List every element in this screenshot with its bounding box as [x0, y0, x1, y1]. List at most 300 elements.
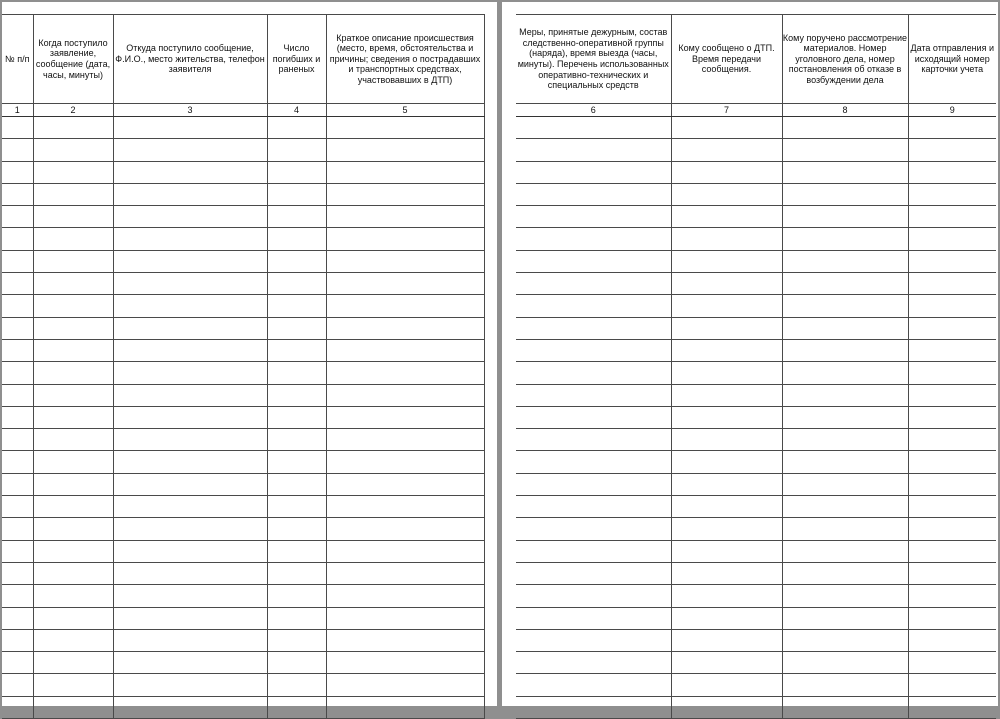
table-cell[interactable] [2, 250, 33, 272]
table-cell[interactable] [326, 206, 484, 228]
header-row [2, 15, 484, 104]
table-row [2, 273, 484, 295]
table-cell[interactable] [908, 206, 996, 228]
table-cell[interactable] [2, 451, 33, 473]
table-cell[interactable] [782, 228, 908, 250]
table-cell[interactable] [671, 696, 782, 718]
table-cell[interactable] [671, 629, 782, 651]
table-cell[interactable] [908, 250, 996, 272]
table-cell[interactable] [2, 652, 33, 674]
table-cell[interactable] [113, 161, 267, 183]
table-row [2, 228, 484, 250]
right-journal-table [516, 14, 996, 719]
table-row [2, 562, 484, 584]
table-cell[interactable] [516, 295, 671, 317]
table-row [516, 629, 996, 651]
table-cell[interactable] [113, 406, 267, 428]
table-cell[interactable] [33, 117, 113, 139]
table-cell[interactable] [113, 429, 267, 451]
table-cell[interactable] [326, 250, 484, 272]
table-cell[interactable] [671, 585, 782, 607]
table-cell[interactable] [2, 496, 33, 518]
table-cell[interactable] [267, 607, 326, 629]
table-cell[interactable] [267, 206, 326, 228]
table-row [516, 607, 996, 629]
table-cell[interactable] [908, 228, 996, 250]
table-cell[interactable] [782, 451, 908, 473]
table-cell[interactable] [908, 317, 996, 339]
table-cell[interactable] [2, 183, 33, 205]
table-cell[interactable] [267, 183, 326, 205]
table-cell[interactable] [671, 429, 782, 451]
table-cell[interactable] [671, 406, 782, 428]
table-cell[interactable] [326, 384, 484, 406]
table-cell[interactable] [326, 674, 484, 696]
table-cell[interactable] [267, 540, 326, 562]
table-cell[interactable] [33, 473, 113, 495]
table-row [516, 406, 996, 428]
table-row [2, 250, 484, 272]
table-cell[interactable] [908, 518, 996, 540]
table-cell[interactable] [671, 562, 782, 584]
table-cell[interactable] [267, 384, 326, 406]
table-cell[interactable] [516, 496, 671, 518]
table-cell[interactable] [671, 139, 782, 161]
column-number: 7 [671, 104, 782, 117]
table-cell[interactable] [267, 429, 326, 451]
table-cell[interactable] [33, 674, 113, 696]
right-page [502, 2, 998, 706]
table-row [516, 562, 996, 584]
table-cell[interactable] [267, 629, 326, 651]
table-cell[interactable] [33, 429, 113, 451]
table-cell[interactable] [2, 161, 33, 183]
table-cell[interactable] [782, 652, 908, 674]
table-row [516, 183, 996, 205]
table-cell[interactable] [267, 317, 326, 339]
column-header: Меры, принятые дежурным, состав следственно-оперативной группы (наряда), время выезда (часы, минуты). Перечень использованных оперативно-технических и специальных средств [516, 15, 671, 104]
table-cell[interactable] [267, 585, 326, 607]
table-cell[interactable] [516, 562, 671, 584]
table-cell[interactable] [516, 429, 671, 451]
table-cell[interactable] [33, 317, 113, 339]
column-number: 5 [326, 104, 484, 117]
table-row [516, 451, 996, 473]
table-cell[interactable] [326, 362, 484, 384]
table-cell[interactable] [516, 585, 671, 607]
left-journal-table [2, 14, 485, 719]
table-cell[interactable] [908, 562, 996, 584]
column-header: Число погибших и раненых [267, 15, 326, 104]
table-cell[interactable] [2, 607, 33, 629]
table-cell[interactable] [516, 228, 671, 250]
table-cell[interactable] [782, 250, 908, 272]
table-cell[interactable] [33, 295, 113, 317]
table-cell[interactable] [908, 384, 996, 406]
table-cell[interactable] [671, 496, 782, 518]
column-header: Кому поручено рассмотрение материалов. Номер уголовного дела, номер постановления об отказе в возбуждении дела [782, 15, 908, 104]
table-row [516, 496, 996, 518]
table-cell[interactable] [516, 518, 671, 540]
table-cell[interactable] [2, 384, 33, 406]
table-row [2, 362, 484, 384]
column-number: 6 [516, 104, 671, 117]
table-cell[interactable] [671, 339, 782, 361]
table-cell[interactable] [908, 406, 996, 428]
table-cell[interactable] [908, 273, 996, 295]
table-cell[interactable] [33, 451, 113, 473]
table-cell[interactable] [516, 139, 671, 161]
table-cell[interactable] [782, 117, 908, 139]
table-row [2, 139, 484, 161]
table-cell[interactable] [326, 451, 484, 473]
table-cell[interactable] [516, 117, 671, 139]
table-row [2, 629, 484, 651]
table-cell[interactable] [267, 161, 326, 183]
table-cell[interactable] [516, 384, 671, 406]
table-cell[interactable] [33, 183, 113, 205]
table-row [516, 540, 996, 562]
table-cell[interactable] [516, 696, 671, 718]
table-cell[interactable] [113, 496, 267, 518]
table-cell[interactable] [113, 250, 267, 272]
table-cell[interactable] [671, 540, 782, 562]
table-cell[interactable] [33, 228, 113, 250]
table-cell[interactable] [516, 250, 671, 272]
table-row [516, 339, 996, 361]
table-cell[interactable] [2, 295, 33, 317]
table-cell[interactable] [671, 273, 782, 295]
table-row [516, 295, 996, 317]
table-cell[interactable] [516, 161, 671, 183]
table-cell[interactable] [516, 652, 671, 674]
table-cell[interactable] [516, 473, 671, 495]
table-cell[interactable] [908, 585, 996, 607]
table-cell[interactable] [782, 629, 908, 651]
table-cell[interactable] [782, 206, 908, 228]
table-cell[interactable] [782, 362, 908, 384]
table-cell[interactable] [113, 607, 267, 629]
table-cell[interactable] [113, 540, 267, 562]
table-cell[interactable] [267, 362, 326, 384]
table-cell[interactable] [516, 206, 671, 228]
table-cell[interactable] [326, 473, 484, 495]
table-cell[interactable] [908, 451, 996, 473]
table-cell[interactable] [2, 406, 33, 428]
table-cell[interactable] [326, 607, 484, 629]
table-cell[interactable] [267, 250, 326, 272]
table-cell[interactable] [326, 540, 484, 562]
table-cell[interactable] [516, 540, 671, 562]
table-cell[interactable] [782, 562, 908, 584]
table-cell[interactable] [516, 674, 671, 696]
table-cell[interactable] [782, 473, 908, 495]
table-cell[interactable] [33, 629, 113, 651]
table-cell[interactable] [267, 518, 326, 540]
table-cell[interactable] [267, 652, 326, 674]
table-cell[interactable] [326, 585, 484, 607]
table-cell[interactable] [516, 362, 671, 384]
table-cell[interactable] [113, 139, 267, 161]
table-cell[interactable] [671, 518, 782, 540]
table-cell[interactable] [113, 384, 267, 406]
table-cell[interactable] [671, 317, 782, 339]
table-cell[interactable] [2, 696, 33, 718]
table-cell[interactable] [326, 629, 484, 651]
table-cell[interactable] [33, 273, 113, 295]
table-cell[interactable] [908, 629, 996, 651]
table-cell[interactable] [33, 139, 113, 161]
table-cell[interactable] [2, 117, 33, 139]
table-cell[interactable] [782, 518, 908, 540]
table-cell[interactable] [782, 607, 908, 629]
table-cell[interactable] [2, 562, 33, 584]
table-row [516, 652, 996, 674]
table-cell[interactable] [326, 518, 484, 540]
table-cell[interactable] [113, 228, 267, 250]
table-cell[interactable] [33, 607, 113, 629]
table-cell[interactable] [2, 540, 33, 562]
table-cell[interactable] [33, 496, 113, 518]
table-cell[interactable] [326, 339, 484, 361]
table-row [516, 228, 996, 250]
table-row [516, 384, 996, 406]
column-number: 1 [2, 104, 33, 117]
table-row [2, 317, 484, 339]
table-cell[interactable] [782, 429, 908, 451]
table-row [2, 540, 484, 562]
table-cell[interactable] [2, 674, 33, 696]
right-table-body [516, 117, 996, 719]
table-cell[interactable] [671, 652, 782, 674]
table-cell[interactable] [33, 585, 113, 607]
table-cell[interactable] [516, 273, 671, 295]
table-cell[interactable] [267, 562, 326, 584]
table-cell[interactable] [516, 183, 671, 205]
table-cell[interactable] [326, 652, 484, 674]
table-cell[interactable] [782, 317, 908, 339]
table-cell[interactable] [113, 451, 267, 473]
table-cell[interactable] [908, 496, 996, 518]
table-cell[interactable] [326, 429, 484, 451]
table-cell[interactable] [671, 362, 782, 384]
table-cell[interactable] [908, 183, 996, 205]
table-row [2, 674, 484, 696]
table-row [516, 518, 996, 540]
table-cell[interactable] [326, 295, 484, 317]
table-cell[interactable] [33, 384, 113, 406]
table-cell[interactable] [2, 206, 33, 228]
table-cell[interactable] [326, 117, 484, 139]
table-cell[interactable] [113, 339, 267, 361]
table-cell[interactable] [2, 585, 33, 607]
table-cell[interactable] [516, 629, 671, 651]
table-cell[interactable] [2, 228, 33, 250]
table-cell[interactable] [2, 339, 33, 361]
table-cell[interactable] [908, 429, 996, 451]
table-cell[interactable] [782, 161, 908, 183]
table-cell[interactable] [267, 451, 326, 473]
table-cell[interactable] [908, 339, 996, 361]
table-cell[interactable] [2, 273, 33, 295]
table-cell[interactable] [326, 183, 484, 205]
table-cell[interactable] [671, 117, 782, 139]
table-cell[interactable] [326, 139, 484, 161]
table-cell[interactable] [33, 339, 113, 361]
header-row [516, 15, 996, 104]
table-cell[interactable] [33, 518, 113, 540]
table-cell[interactable] [516, 406, 671, 428]
column-number: 3 [113, 104, 267, 117]
table-cell[interactable] [267, 273, 326, 295]
table-cell[interactable] [516, 451, 671, 473]
table-cell[interactable] [33, 562, 113, 584]
table-cell[interactable] [33, 206, 113, 228]
table-cell[interactable] [326, 406, 484, 428]
table-cell[interactable] [113, 562, 267, 584]
table-cell[interactable] [2, 362, 33, 384]
column-header: Когда поступило заявление, сообщение (дата, часы, минуты) [33, 15, 113, 104]
table-row [2, 339, 484, 361]
table-cell[interactable] [782, 295, 908, 317]
column-number: 9 [908, 104, 996, 117]
table-row [2, 496, 484, 518]
table-cell[interactable] [2, 473, 33, 495]
table-cell[interactable] [326, 273, 484, 295]
table-cell[interactable] [671, 250, 782, 272]
table-cell[interactable] [113, 652, 267, 674]
table-cell[interactable] [782, 183, 908, 205]
table-cell[interactable] [908, 607, 996, 629]
table-cell[interactable] [516, 339, 671, 361]
table-cell[interactable] [113, 362, 267, 384]
table-cell[interactable] [671, 384, 782, 406]
table-cell[interactable] [113, 674, 267, 696]
table-cell[interactable] [908, 473, 996, 495]
table-cell[interactable] [33, 696, 113, 718]
table-row [516, 317, 996, 339]
table-cell[interactable] [267, 473, 326, 495]
table-cell[interactable] [326, 696, 484, 718]
table-cell[interactable] [2, 629, 33, 651]
column-number: 8 [782, 104, 908, 117]
table-row [516, 585, 996, 607]
table-cell[interactable] [267, 295, 326, 317]
table-cell[interactable] [113, 295, 267, 317]
table-cell[interactable] [267, 674, 326, 696]
table-cell[interactable] [782, 496, 908, 518]
table-cell[interactable] [671, 473, 782, 495]
table-cell[interactable] [113, 206, 267, 228]
table-cell[interactable] [2, 518, 33, 540]
table-cell[interactable] [908, 139, 996, 161]
table-cell[interactable] [267, 496, 326, 518]
table-cell[interactable] [267, 406, 326, 428]
table-row [516, 161, 996, 183]
table-cell[interactable] [113, 273, 267, 295]
table-row [2, 585, 484, 607]
table-cell[interactable] [267, 139, 326, 161]
table-cell[interactable] [671, 451, 782, 473]
table-cell[interactable] [671, 607, 782, 629]
table-cell[interactable] [782, 406, 908, 428]
table-cell[interactable] [908, 674, 996, 696]
table-cell[interactable] [908, 362, 996, 384]
table-cell[interactable] [2, 139, 33, 161]
table-row [2, 696, 484, 718]
left-table-body [2, 117, 484, 719]
table-cell[interactable] [782, 139, 908, 161]
table-cell[interactable] [2, 429, 33, 451]
table-cell[interactable] [33, 250, 113, 272]
table-cell[interactable] [671, 228, 782, 250]
table-cell[interactable] [326, 317, 484, 339]
table-cell[interactable] [782, 384, 908, 406]
table-cell[interactable] [326, 496, 484, 518]
table-cell[interactable] [516, 317, 671, 339]
table-cell[interactable] [326, 161, 484, 183]
table-row [2, 161, 484, 183]
table-cell[interactable] [113, 117, 267, 139]
table-cell[interactable] [782, 585, 908, 607]
table-cell[interactable] [782, 540, 908, 562]
left-page [2, 2, 497, 706]
table-cell[interactable] [113, 317, 267, 339]
table-cell[interactable] [671, 295, 782, 317]
table-cell[interactable] [267, 117, 326, 139]
table-cell[interactable] [782, 339, 908, 361]
table-cell[interactable] [113, 183, 267, 205]
table-cell[interactable] [33, 161, 113, 183]
table-cell[interactable] [326, 562, 484, 584]
table-cell[interactable] [267, 696, 326, 718]
table-cell[interactable] [2, 317, 33, 339]
table-row [2, 406, 484, 428]
table-cell[interactable] [113, 585, 267, 607]
table-cell[interactable] [908, 117, 996, 139]
table-cell[interactable] [782, 696, 908, 718]
table-row [2, 473, 484, 495]
table-cell[interactable] [516, 607, 671, 629]
table-cell[interactable] [671, 183, 782, 205]
table-cell[interactable] [908, 696, 996, 718]
column-header: Дата отправления и исходящий номер карточки учета [908, 15, 996, 104]
table-cell[interactable] [782, 273, 908, 295]
table-cell[interactable] [671, 161, 782, 183]
table-cell[interactable] [33, 406, 113, 428]
table-cell[interactable] [33, 362, 113, 384]
column-number: 2 [33, 104, 113, 117]
table-cell[interactable] [326, 228, 484, 250]
table-cell[interactable] [671, 674, 782, 696]
table-cell[interactable] [908, 161, 996, 183]
table-cell[interactable] [113, 629, 267, 651]
table-cell[interactable] [671, 206, 782, 228]
table-row [2, 206, 484, 228]
table-cell[interactable] [113, 696, 267, 718]
table-cell[interactable] [113, 473, 267, 495]
table-cell[interactable] [113, 518, 267, 540]
table-cell[interactable] [33, 540, 113, 562]
table-cell[interactable] [908, 540, 996, 562]
table-cell[interactable] [782, 674, 908, 696]
table-cell[interactable] [267, 339, 326, 361]
table-cell[interactable] [908, 652, 996, 674]
table-cell[interactable] [33, 652, 113, 674]
table-row [516, 696, 996, 718]
table-cell[interactable] [908, 295, 996, 317]
table-cell[interactable] [267, 228, 326, 250]
